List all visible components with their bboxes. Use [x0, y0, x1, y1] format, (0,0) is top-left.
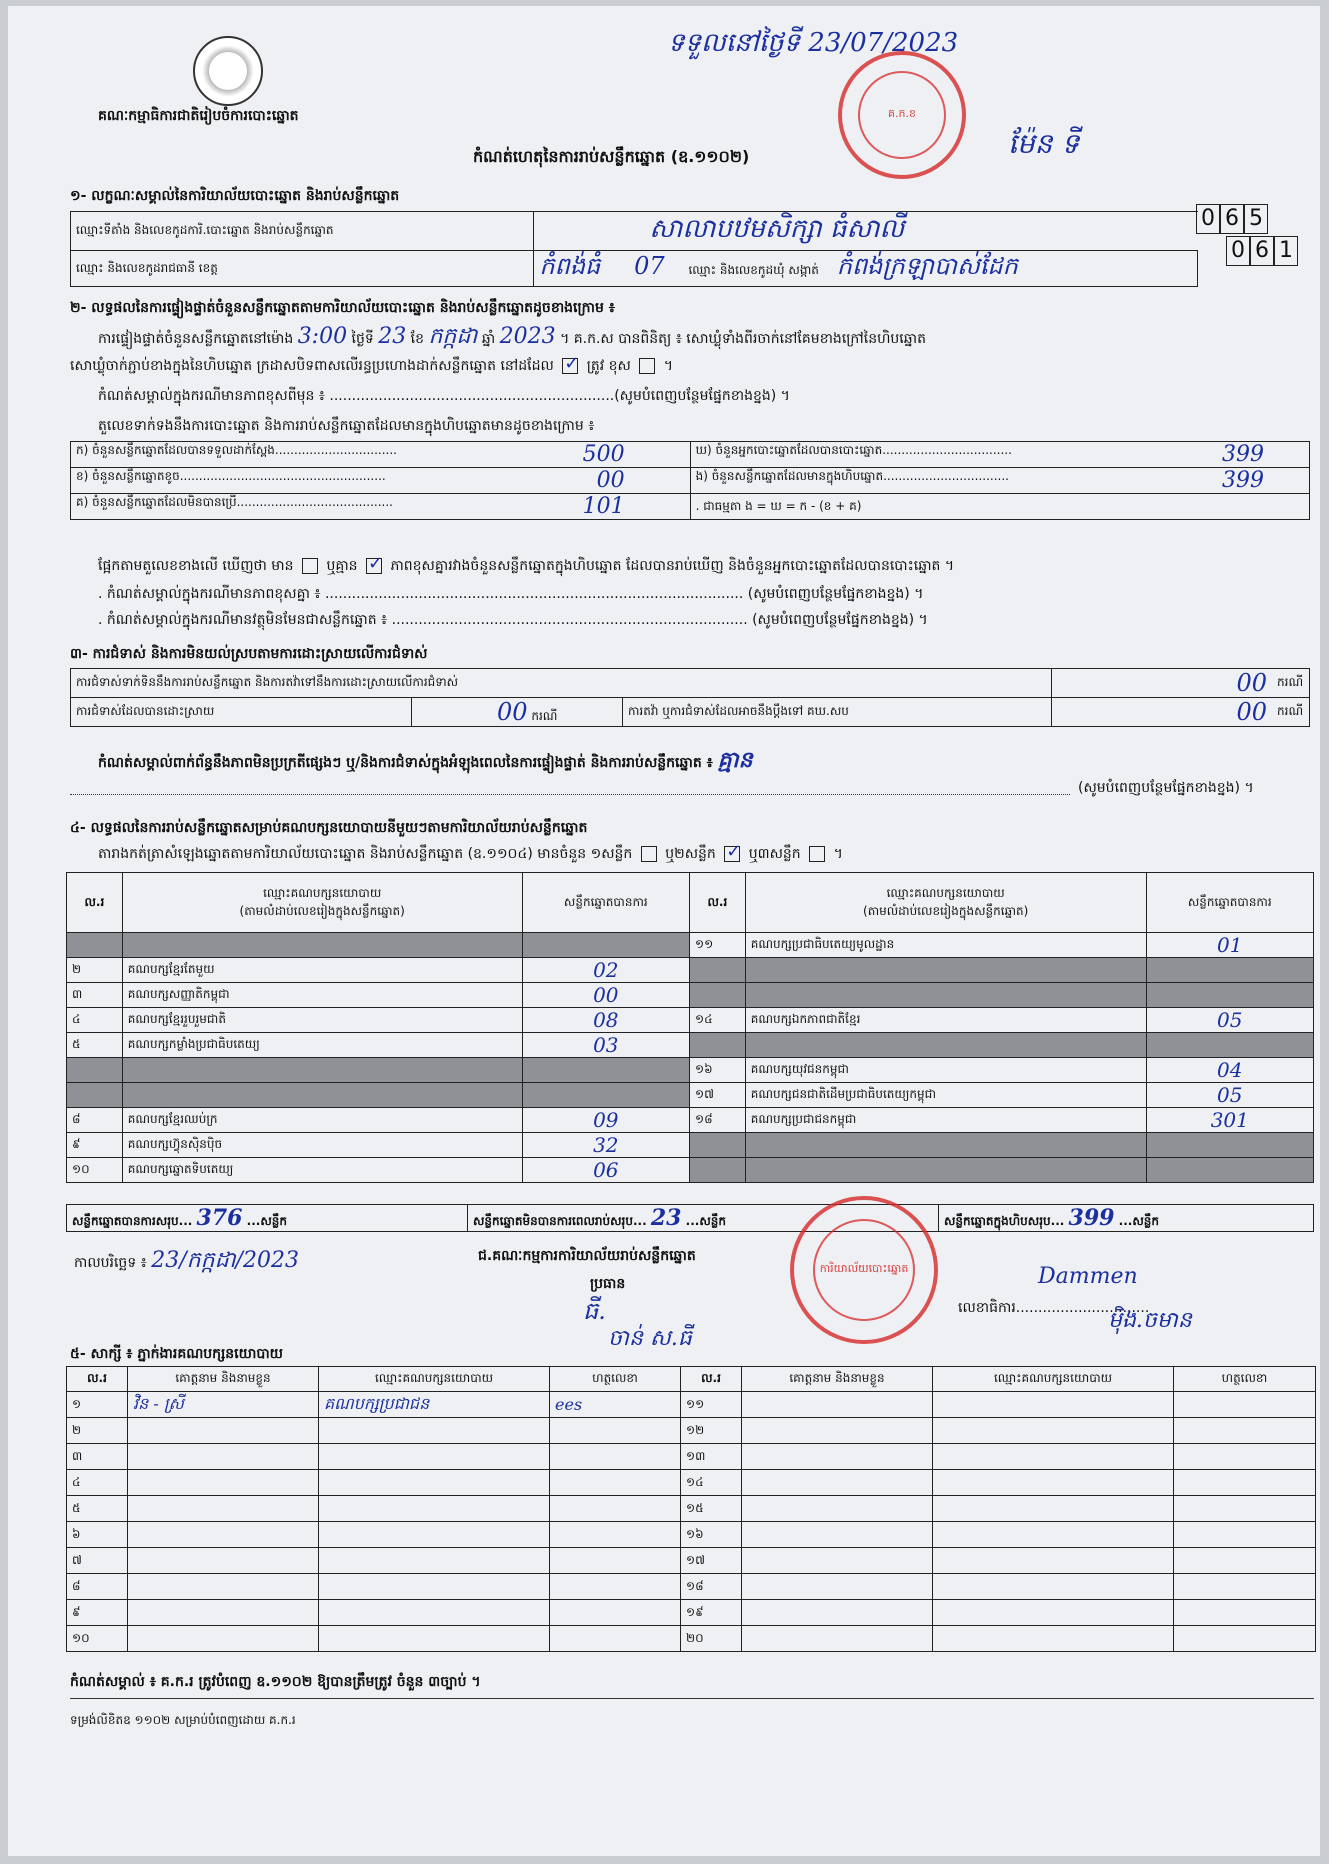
party-no: ១១	[690, 933, 746, 958]
party-name: គណបក្សខ្មែររួបរួមជាតិ	[122, 1008, 522, 1033]
witness-row	[67, 1600, 1316, 1626]
day-value: 23	[378, 324, 407, 349]
forwarded-value: 00	[1236, 698, 1268, 726]
witness-name	[128, 1548, 319, 1574]
party-no: ១៤	[690, 1008, 746, 1033]
secretary-name: ម៉ិង.ចមាន	[1108, 1308, 1192, 1333]
result-intro-line: តួលេខទាក់ទងនឹងការបោះឆ្នោត និងការរាប់សន្លឹកឆ្នោតដែលមានក្នុងហិបឆ្នោតមានដូចខាងក្រោម ៖	[98, 418, 595, 434]
party-row	[67, 1083, 1314, 1108]
party-votes: 04	[1146, 1058, 1313, 1083]
witness-party	[933, 1496, 1174, 1522]
discrepancy-yes-checkbox[interactable]	[302, 558, 318, 574]
seal-check-line: សោឃ្លុំចាក់ភ្ជាប់ខាងក្នុងនៃហិបឆ្នោត ក្រដាសបិទពាសលើរន្ធប្រហោងដាក់សន្លឹកឆ្នោត នៅដដែល ✓ ត្រូវ ខុស ។	[70, 356, 673, 377]
party-votes: 301	[1146, 1108, 1313, 1133]
party-results-table: ល.រ ឈ្មោះគណបក្សនយោបាយ (តាមលំដាប់លេខរៀងក្នុងសន្លឹកឆ្នោត) សន្លឹកឆ្នោតបានការ ល.រ ឈ្មោះគណបក្សនយោបាយ (តាមលំដាប់លេខរៀងក្នុងសន្លឹកឆ្នោត) សន្លឹកឆ្នោតបានការ ១១ គណបក្សប្រជាធិបតេយ្យមូលដ្ឋាន 01 ២ គណបក្សខ្មែរតែមួយ 02 ៣ គណបក្សសញ្ញាតិកម្ពុជា 00 ៤ គណបក្សខ្មែររួបរួមជាតិ 08 ១៤ គណបក្សឯកភាពជាតិខ្មែរ 05 ៥ គណបក្សកម្លាំងប្រជាធិបតេយ្យ 03 ១៦ គណបក្សយុវជនកម្ពុជា 04 ១៧ គណបក្សជនជាតិដើមប្រជាធិបតេយ្យកម្ពុជា 05 ៨ គណបក្សខ្មែរឈប់ក្រ 09 ១៨ គណបក្សប្រជាជនកម្ពុជា 301 ៩ គណបក្សហ៊្វុនស៊ិនប៉ិច 32 ១០ គណបក្សឆ្នោតទិបតេយ្យ 06	[66, 872, 1314, 1183]
handwritten-signature-top: ម៉ែន ទី	[1008, 127, 1080, 160]
party-name: គណបក្សប្រជាធិបតេយ្យមូលដ្ឋាន	[745, 933, 1146, 958]
discrepancy-line: ផ្អែកតាមតួលេខខាងលើ ឃើញថា មាន ឬគ្មាន ✓ ភាពខុសគ្នារវាងចំនួនសន្លឹកឆ្នោតក្នុងហិបឆ្នោត ដែលបានរាប់ឃើញ និងចំនួនអ្នកបោះឆ្នោតដែលបានបោះឆ្នោត ។	[98, 556, 954, 577]
party-no	[67, 1083, 123, 1108]
party-no: ១៨	[690, 1108, 746, 1133]
witness-row	[67, 1444, 1316, 1470]
total-invalid-value: 23	[650, 1205, 682, 1231]
witness-party	[933, 1522, 1174, 1548]
witness-name	[742, 1470, 933, 1496]
total-valid-value: 376	[196, 1205, 243, 1231]
witness-no: ៤	[67, 1470, 128, 1496]
witness-name	[128, 1574, 319, 1600]
witness-row	[67, 1522, 1316, 1548]
witness-name	[128, 1418, 319, 1444]
witness-no: ៨	[67, 1574, 128, 1600]
party-name: គណបក្សខ្មែរតែមួយ	[122, 958, 522, 983]
party-name	[122, 1058, 522, 1083]
footer-note: កំណត់សម្គាល់ ៖ គ.ក.រ ត្រូវបំពេញ ឧ.១១០២ ឱ្យបានត្រឹមត្រូវ ចំនួន ៣ច្បាប់ ។	[70, 1674, 481, 1690]
witness-signature	[1174, 1470, 1316, 1496]
polling-station-label: ឈ្មោះទីតាំង និងលេខកូដការិ.បោះឆ្នោត និងរាប់សន្លឹកឆ្នោត	[71, 212, 534, 251]
party-no: ៩	[67, 1133, 123, 1158]
party-name	[122, 933, 522, 958]
party-no: ៨	[67, 1108, 123, 1133]
witness-party	[319, 1470, 550, 1496]
witness-name	[128, 1470, 319, 1496]
section-1-title: ១- លក្ខណៈសម្គាល់នៃការិយាល័យបោះឆ្នោត និងរាប់សន្លឹកឆ្នោត	[70, 188, 400, 204]
witness-name	[742, 1574, 933, 1600]
form-title: កំណត់ហេតុនៃការរាប់សន្លឹកឆ្នោត (ឧ.១១០២)	[473, 147, 750, 166]
pages-2-checkbox[interactable]	[724, 846, 740, 862]
ballots-received-value: 500	[582, 442, 625, 467]
note-incidents-line: កំណត់សម្គាល់ពាក់ព័ន្ធនឹងភាពមិនប្រក្រតីផ្សេងៗ ឬ/និងការជំទាស់ក្នុងអំឡុងពេលនៃការផ្ទៀងផ្ទាត់ និងការរាប់សន្លឹកឆ្នោត ៖ គ្មាន	[98, 747, 753, 773]
party-votes	[522, 1058, 689, 1083]
witness-party	[319, 1574, 550, 1600]
witness-party	[319, 1548, 550, 1574]
witness-name	[742, 1392, 933, 1418]
witness-signature	[550, 1574, 681, 1600]
party-no: ៥	[67, 1033, 123, 1058]
commune-code-boxes: 0 6 1	[1226, 236, 1298, 266]
witness-signature	[550, 1522, 681, 1548]
section-4-title: ៤- លទ្ធផលនៃការរាប់សន្លឹកឆ្នោតសម្រាប់គណបក្សនយោបាយនីមួយៗតាមការិយាល័យរាប់សន្លឹកឆ្នោត	[70, 820, 588, 836]
chairman-label: ប្រធាន	[590, 1276, 626, 1292]
province-value: កំពង់ធំ	[539, 252, 601, 280]
section-2-title: ២- លទ្ធផលនៃការផ្ទៀងផ្ទាត់ចំនួនសន្លឹកឆ្នោតតាមការិយាល័យបោះឆ្នោត និងរាប់សន្លឹកឆ្នោតដូចខាងក្រោម ៖	[70, 300, 615, 316]
party-votes: 01	[1146, 933, 1313, 958]
witness-no: ១០	[67, 1626, 128, 1652]
witness-party	[933, 1392, 1174, 1418]
party-name	[745, 1158, 1146, 1183]
party-row	[67, 933, 1314, 958]
witness-party	[933, 1444, 1174, 1470]
note-incidents-continue: (សូមបំពេញបន្ថែមផ្នែកខាងខ្នង) ។	[1078, 780, 1254, 796]
bottom-red-stamp: ការិយាល័យបោះឆ្នោត	[790, 1196, 938, 1344]
witness-party	[319, 1444, 550, 1470]
witness-signature	[550, 1418, 681, 1444]
party-row	[67, 1008, 1314, 1033]
committee-title: ជ.គណៈកម្មការការិយាល័យរាប់សន្លឹកឆ្នោត	[478, 1248, 696, 1264]
complaints-value: 00	[1236, 669, 1268, 697]
party-name: គណបក្សសញ្ញាតិកម្ពុជា	[122, 983, 522, 1008]
witness-name: វិន - ស្រី	[128, 1392, 319, 1418]
party-name	[745, 1033, 1146, 1058]
footer-form-code: ទម្រង់លិខិតឧ ១១០២ សម្រាប់បំពេញដោយ គ.ក.រ	[70, 1713, 296, 1727]
party-no: ៣	[67, 983, 123, 1008]
witness-row	[67, 1626, 1316, 1652]
section-1-table	[70, 211, 1198, 287]
witness-party	[933, 1418, 1174, 1444]
witness-name	[742, 1522, 933, 1548]
witness-no: ១១	[681, 1392, 742, 1418]
party-votes: 03	[522, 1033, 689, 1058]
witness-name	[742, 1444, 933, 1470]
section-4-pages-line: តារាងកត់ត្រាសំឡេងឆ្នោតតាមការិយាល័យបោះឆ្នោត និងរាប់សន្លឹកឆ្នោត (ឧ.១១០៤) មានចំនួន ១សន្លឹក ឬ២សន្លឹក ✓ ឬ៣សន្លឹក ។	[98, 844, 843, 865]
province-label: ឈ្មោះ និងលេខកូដរាជធានី ខេត្ត	[76, 260, 218, 275]
party-name	[745, 958, 1146, 983]
witness-row	[67, 1496, 1316, 1522]
discrepancy-note-line: . កំណត់សម្គាល់ក្នុងករណីមានភាពខុសគ្នា ៖ .............................................................................................. (សូមបំពេញបន្ថែមផ្នែកខាងខ្នង) ។	[98, 586, 924, 602]
chairman-signature: ធី.	[583, 1297, 606, 1325]
party-votes	[1146, 1033, 1313, 1058]
witness-party	[933, 1574, 1174, 1600]
witness-name	[742, 1548, 933, 1574]
witness-name	[128, 1600, 319, 1626]
witness-name	[742, 1496, 933, 1522]
witness-table: ល.រ គោត្តនាម និងនាមខ្លួន ឈ្មោះគណបក្សនយោបាយ ហត្ថលេខា ល.រ គោត្តនាម និងនាមខ្លួន ឈ្មោះគណបក្សនយោបាយ ហត្ថលេខា ១ វិន - ស្រី គណបក្សប្រជាជន ees ១១ ២ ១២ ៣ ១៣ ៤ ១៤ ៥ ១៥ ៦ ១៦ ៧ ១៧ ៨ ១៨ ៩ ១៩ ១០ ២០	[66, 1366, 1316, 1652]
witness-signature	[1174, 1626, 1316, 1652]
witness-party	[319, 1418, 550, 1444]
witness-name	[128, 1496, 319, 1522]
party-votes: 32	[522, 1133, 689, 1158]
witness-party	[933, 1600, 1174, 1626]
section-5-title: ៥- សាក្សី ៖ ភ្នាក់ងារគណបក្សនយោបាយ	[70, 1346, 284, 1362]
commune-value: កំពង់ក្រឡាបាស់ដែក	[836, 252, 1018, 280]
party-row	[67, 1133, 1314, 1158]
witness-party	[319, 1626, 550, 1652]
witness-signature	[1174, 1522, 1316, 1548]
witness-no: ១២	[681, 1418, 742, 1444]
party-votes	[1146, 983, 1313, 1008]
top-red-stamp: គ.ក.ខ	[838, 51, 966, 179]
pages-1-checkbox[interactable]	[641, 846, 657, 862]
party-votes: 06	[522, 1158, 689, 1183]
year-value: 2023	[499, 324, 556, 349]
party-votes: 09	[522, 1108, 689, 1133]
witness-row	[67, 1470, 1316, 1496]
witness-no: ១៦	[681, 1522, 742, 1548]
witness-no: ១៥	[681, 1496, 742, 1522]
note-dotted-line	[70, 794, 1070, 795]
witness-no: ២០	[681, 1626, 742, 1652]
witness-row	[67, 1548, 1316, 1574]
party-row	[67, 958, 1314, 983]
party-no	[690, 1133, 746, 1158]
witness-no: ១	[67, 1392, 128, 1418]
witness-no: ១៧	[681, 1548, 742, 1574]
party-no	[690, 983, 746, 1008]
province-code: 07	[634, 252, 665, 280]
party-name	[745, 983, 1146, 1008]
party-no	[690, 1033, 746, 1058]
station-code-boxes: 0 6 5	[1196, 204, 1268, 234]
witness-signature	[550, 1626, 681, 1652]
total-box-value: 399	[1068, 1205, 1115, 1231]
section-3-title: ៣- ការជំទាស់ និងការមិនយល់ស្របតាមការដោះស្រាយលើការជំទាស់	[70, 646, 428, 662]
party-row	[67, 1158, 1314, 1183]
party-name: គណបក្សខ្មែរឈប់ក្រ	[122, 1108, 522, 1133]
witness-no: ៧	[67, 1548, 128, 1574]
witness-signature	[1174, 1418, 1316, 1444]
invalid-note-line: . កំណត់សម្គាល់ក្នុងករណីមានវត្ថុមិនមែនជាសន្លឹកឆ្នោត ៖ ................................................................................ (សូមបំពេញបន្ថែមផ្នែកខាងខ្នង) ។	[98, 612, 928, 628]
witness-signature	[1174, 1574, 1316, 1600]
party-row	[67, 1033, 1314, 1058]
pages-3-checkbox[interactable]	[809, 846, 825, 862]
witness-no: ៦	[67, 1522, 128, 1548]
witness-signature	[550, 1470, 681, 1496]
date-value: 23/កក្កដា/2023	[151, 1248, 299, 1273]
party-votes	[1146, 1133, 1313, 1158]
witness-signature: ees	[550, 1392, 681, 1418]
witness-no: ៩	[67, 1600, 128, 1626]
ballot-count-table: ក) ចំនួនសន្លឹកឆ្នោតដែលបានទទួលដាក់ស្ពែង................................ 500 ឃ) ចំនួនអ្នកបោះឆ្នោតដែលបានបោះឆ្នោត.................................. 399 ខ) ចំនួនសន្លឹកឆ្នោតខូច...................................................... 00 ង) ចំនួនសន្លឹកឆ្នោតដែលមានក្នុងហិបឆ្នោត................................. 399 គ) ចំនួនសន្លឹកឆ្នោតដែលមិនបានប្រើ......................................... 101 . ជាធម្មតា ង = ឃ = ក - (ខ + គ)	[70, 441, 1310, 520]
witness-party	[319, 1522, 550, 1548]
party-votes	[522, 1083, 689, 1108]
party-name	[122, 1083, 522, 1108]
witness-signature	[550, 1548, 681, 1574]
handwritten-received-note: ទទួលនៅថ្ងៃទី 23/07/2023	[668, 28, 959, 58]
ballots-in-box-value: 399	[1222, 468, 1264, 493]
party-votes: 00	[522, 983, 689, 1008]
witness-no: ១៤	[681, 1470, 742, 1496]
party-no: ១៧	[690, 1083, 746, 1108]
secretary-label: លេខាធិការ..............................	[958, 1300, 1150, 1316]
ballot-counting-form	[8, 6, 1320, 1856]
month-value: កក្កដា	[428, 324, 478, 349]
witness-signature	[550, 1496, 681, 1522]
party-votes: 05	[1146, 1008, 1313, 1033]
party-row	[67, 1058, 1314, 1083]
irregularity-note-line: កំណត់សម្គាល់ក្នុងករណីមានភាពខុសពីមុន ៖ ................................................................(សូមបំពេញបន្ថែមផ្នែកខាងខ្នង) ។	[98, 388, 790, 404]
witness-signature	[550, 1444, 681, 1470]
polling-station-value: សាលាបឋមសិក្សា ធំសាលី	[649, 214, 905, 244]
secretary-signature: Dammen	[1038, 1264, 1138, 1289]
date-line: កាលបរិច្ឆេទ ៖ 23/កក្កដា/2023	[74, 1248, 299, 1273]
witness-name	[128, 1522, 319, 1548]
party-no	[690, 958, 746, 983]
resolved-value: 00	[497, 698, 528, 726]
party-no	[690, 1158, 746, 1183]
nec-logo	[193, 36, 263, 106]
party-votes	[1146, 958, 1313, 983]
party-votes: 05	[1146, 1083, 1313, 1108]
witness-party	[933, 1548, 1174, 1574]
witness-party: គណបក្សប្រជាជន	[319, 1392, 550, 1418]
witness-name	[128, 1444, 319, 1470]
party-row	[67, 983, 1314, 1008]
witness-party	[319, 1496, 550, 1522]
discrepancy-no-checkbox[interactable]	[366, 558, 382, 574]
witness-name	[742, 1626, 933, 1652]
seal-correct-checkbox[interactable]	[562, 358, 578, 374]
witness-row	[67, 1574, 1316, 1600]
note-incidents-value: គ្មាន	[717, 747, 753, 773]
party-no	[67, 1058, 123, 1083]
party-name: គណបក្សជនជាតិដើមប្រជាធិបតេយ្យកម្ពុជា	[745, 1083, 1146, 1108]
witness-no: ៣	[67, 1444, 128, 1470]
witness-name	[128, 1626, 319, 1652]
voters-value: 399	[1222, 442, 1264, 467]
spoiled-ballots-value: 00	[596, 468, 625, 493]
witness-no: ៥	[67, 1496, 128, 1522]
witness-signature	[1174, 1496, 1316, 1522]
witness-no: ១៩	[681, 1600, 742, 1626]
commune-label: ឈ្មោះ និងលេខកូដឃុំ សង្កាត់	[688, 263, 819, 277]
witness-row	[67, 1418, 1316, 1444]
party-votes	[522, 933, 689, 958]
witness-signature	[1174, 1444, 1316, 1470]
party-name	[745, 1133, 1146, 1158]
witness-signature	[550, 1600, 681, 1626]
witness-party	[933, 1470, 1174, 1496]
witness-name	[742, 1600, 933, 1626]
formula: . ជាធម្មតា ង = ឃ = ក - (ខ + គ)	[690, 494, 1309, 520]
party-name: គណបក្សកម្លាំងប្រជាធិបតេយ្យ	[122, 1033, 522, 1058]
party-votes	[1146, 1158, 1313, 1183]
party-row	[67, 1108, 1314, 1133]
party-no: ៤	[67, 1008, 123, 1033]
witness-no: ១៨	[681, 1574, 742, 1600]
witness-signature	[1174, 1548, 1316, 1574]
party-name: គណបក្សឯកភាពជាតិខ្មែរ	[745, 1008, 1146, 1033]
seal-incorrect-checkbox[interactable]	[639, 358, 655, 374]
witness-party	[319, 1600, 550, 1626]
witness-signature	[1174, 1392, 1316, 1418]
section-2-time-line: ការផ្ទៀងផ្ទាត់ចំនួនសន្លឹកឆ្នោតនៅម៉ោង 3:00 ថ្ងៃទី 23 ខែ កក្កដា ឆ្នាំ 2023 ។ គ.ក.ស បានពិនិត្យ ៖ សោឃ្លុំទាំងពីរចាក់នៅគែមខាងក្រៅនៃហិបឆ្នោត	[98, 324, 926, 349]
party-no: ១០	[67, 1158, 123, 1183]
complaints-table: ការជំទាស់ទាក់ទិននឹងការរាប់សន្លឹកឆ្នោត និងការតវ៉ាទៅនឹងការដោះស្រាយលើការជំទាស់ 00 ករណី ការជំទាស់ដែលបានដោះស្រាយ 00 ករណី ការតវ៉ា ឬការជំទាស់ដែលអាចនឹងប្ដឹងទៅ គឃ.សប 00 ករណី	[70, 668, 1310, 727]
chairman-name: ចាន់ ស.ធី	[608, 1326, 692, 1351]
party-name: គណបក្សហ៊្វុនស៊ិនប៉ិច	[122, 1133, 522, 1158]
witness-row	[67, 1392, 1316, 1418]
party-name: គណបក្សប្រជាជនកម្ពុជា	[745, 1108, 1146, 1133]
party-name: គណបក្សឆ្នោតទិបតេយ្យ	[122, 1158, 522, 1183]
header-authority: គណៈកម្មាធិការជាតិរៀបចំការបោះឆ្នោត	[98, 108, 299, 124]
party-no: ១៦	[690, 1058, 746, 1083]
witness-name	[742, 1418, 933, 1444]
party-votes: 02	[522, 958, 689, 983]
unused-ballots-value: 101	[582, 494, 625, 519]
time-value: 3:00	[297, 324, 348, 349]
witness-signature	[1174, 1600, 1316, 1626]
witness-party	[933, 1626, 1174, 1652]
party-votes: 08	[522, 1008, 689, 1033]
party-no: ២	[67, 958, 123, 983]
witness-no: ១៣	[681, 1444, 742, 1470]
witness-no: ២	[67, 1418, 128, 1444]
party-no	[67, 933, 123, 958]
totals-table: សន្លឹកឆ្នោតបានការសរុប... 376 ...សន្លឹក សន្លឹកឆ្នោតមិនបានការពេលរាប់សរុប... 23 ...សន្លឹក សន្លឹកឆ្នោតក្នុងហិបសរុប... 399 ...សន្លឹក	[66, 1204, 1314, 1232]
party-name: គណបក្សយុវជនកម្ពុជា	[745, 1058, 1146, 1083]
